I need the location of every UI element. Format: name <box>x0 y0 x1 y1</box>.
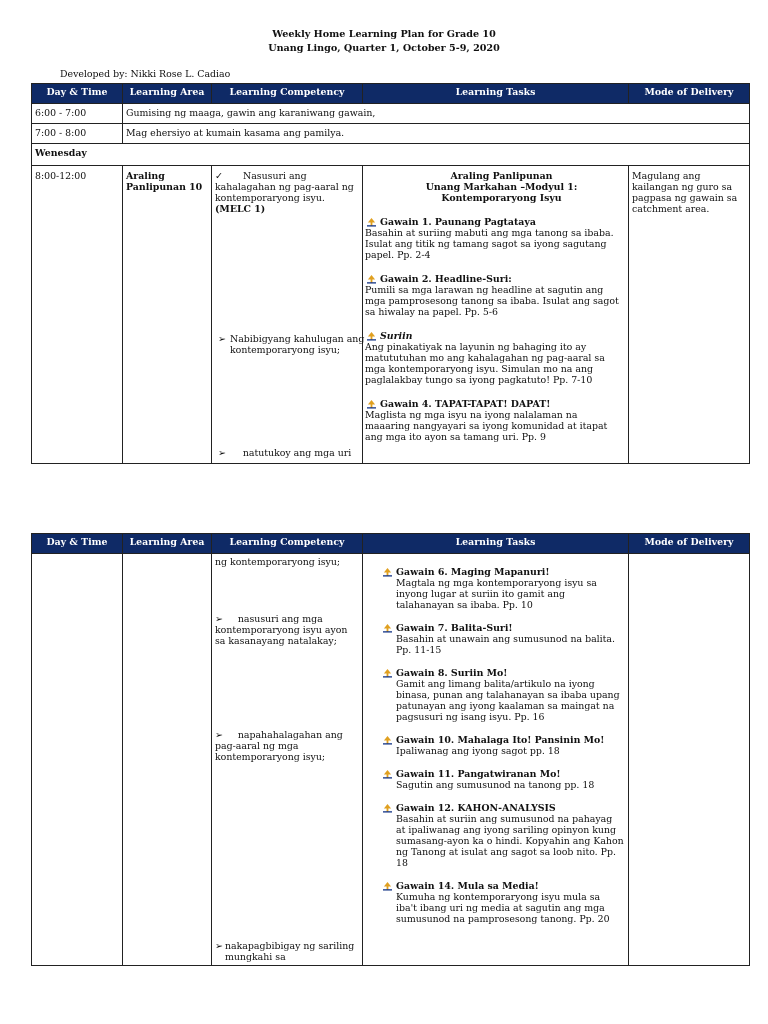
mode-of-delivery-cell <box>629 166 750 464</box>
task-title: Gawain 12. KAHON-ANALYSIS <box>396 803 556 814</box>
task-title: Gawain 10. Mahalaga Ito! Pansinin Mo! <box>396 735 605 746</box>
arrow-bullet-icon <box>367 218 376 227</box>
competency-text: Nasusuri ang kahalagahan ng pag-aaral ng kontemporaryong isyu. <box>215 171 354 204</box>
arrow-bullet-icon <box>367 275 376 284</box>
task-body: Ipaliwanag ang iyong sagot pp. 18 <box>396 746 560 757</box>
task-item <box>381 567 624 611</box>
task-title: Gawain 2. Headline-Suri: <box>380 274 512 285</box>
table-row <box>32 124 750 144</box>
arrow-icon: ➢ <box>215 730 223 741</box>
arrow-icon: ➢ <box>218 448 226 459</box>
competency-item <box>215 730 355 763</box>
mode-of-delivery-cell <box>629 554 750 966</box>
task-title: Gawain 14. Mula sa Media! <box>396 881 539 892</box>
task-item <box>381 881 624 925</box>
tasks-cell <box>363 166 629 464</box>
arrow-bullet-icon <box>367 332 376 341</box>
col-learning-competency: Learning Competency <box>212 534 363 554</box>
task-title: Gawain 1. Paunang Pagtataya <box>380 217 536 228</box>
task-body: Kumuha ng kontemporaryong isyu mula sa iba't ibang uri ng media at sagutin ang mga sumusunod na pamprosesong tanong. Pp. 20 <box>396 892 610 925</box>
task-title: Gawain 7. Balita-Suri! <box>396 623 513 634</box>
competency-item <box>218 448 358 459</box>
competency-text: nasusuri ang mga kontemporaryong isyu ayon sa kasanayang natalakay; <box>215 614 348 647</box>
arrow-bullet-icon <box>383 804 392 813</box>
tasks-heading: Kontemporaryong Isyu <box>441 193 562 204</box>
learning-area-value: Araling Panlipunan 10 <box>126 171 203 193</box>
col-learning-area: Learning Area <box>123 534 212 554</box>
table-row <box>32 104 750 124</box>
arrow-bullet-icon <box>383 669 392 678</box>
document-subtitle: Unang Lingo, Quarter 1, October 5-9, 2020 <box>268 43 500 54</box>
mode-of-delivery-text: Magulang ang kailangan ng guro sa pagpasa ng gawain sa catchment area. <box>632 171 738 215</box>
day-row <box>32 144 750 166</box>
task-item <box>381 735 624 757</box>
col-learning-tasks: Learning Tasks <box>363 534 629 554</box>
competency-item <box>215 614 355 647</box>
table-row <box>32 554 750 966</box>
arrow-icon: ➢ <box>215 941 223 952</box>
competency-cell <box>212 554 363 966</box>
arrow-bullet-icon <box>383 882 392 891</box>
competency-text: natutukoy ang mga uri <box>242 448 352 459</box>
task-body: Basahin at unawain ang sumusunod na balita. Pp. 11-15 <box>396 634 615 656</box>
tasks-heading: Araling Panlipunan <box>450 171 553 182</box>
learning-plan-table-page1 <box>31 83 750 464</box>
table-header-row <box>32 534 750 554</box>
task-item <box>365 274 624 318</box>
task-body: Ang pinakatiyak na layunin ng bahaging ito ay matututuhan mo ang kahalagahan ng pag-aaral sa mga kontemporaryong isyu. Simulan mo na ang paglalakbay tungo sa iyong pagkatuto! Pp. 7-10 <box>365 342 605 386</box>
time-value: 8:00-12:00 <box>35 171 87 182</box>
learning-plan-table-page2 <box>31 533 750 966</box>
task-item <box>381 623 624 656</box>
task-body: Sagutin ang sumusunod na tanong pp. 18 <box>396 780 595 791</box>
task-item <box>381 668 624 723</box>
document-title: Weekly Home Learning Plan for Grade 10 <box>272 29 496 40</box>
arrow-bullet-icon <box>367 400 376 409</box>
task-item <box>365 331 624 386</box>
competency-text: ng kontemporaryong isyu; <box>215 557 341 568</box>
competency-cell <box>212 166 363 464</box>
check-icon: ✓ <box>215 171 223 182</box>
task-item <box>381 803 624 869</box>
learning-area-cell <box>123 166 212 464</box>
time-cell: 7:00 - 8:00 <box>32 124 123 144</box>
task-body: Magtala ng mga kontemporaryong isyu sa inyong lugar at suriin ito gamit ang talahanayan sa ibaba. Pp. 10 <box>396 578 597 611</box>
task-body: Basahin at suriing mabuti ang mga tanong sa ibaba. Isulat ang titik ng tamang sagot sa iyong sagutang papel. Pp. 2-4 <box>365 228 614 261</box>
activity-cell: Mag ehersiyo at kumain kasama ang pamilya. <box>123 124 750 144</box>
task-title: Suriin <box>380 331 413 342</box>
time-cell <box>32 554 123 966</box>
developed-by: Developed by: Nikki Rose L. Cadiao <box>60 69 231 80</box>
melc-code: (MELC 1) <box>215 204 266 215</box>
activity-cell: Gumising ng maaga, gawin ang karaniwang gawain, <box>123 104 750 124</box>
learning-area-cell <box>123 554 212 966</box>
time-cell <box>32 166 123 464</box>
col-learning-tasks: Learning Tasks <box>363 84 629 104</box>
tasks-cell <box>363 554 629 966</box>
task-body: Maglista ng mga isyu na iyong nalalaman na maaaring nangyayari sa iyong komunidad at itapat ang mga ito ayon sa tamang uri. Pp. 9 <box>365 410 608 443</box>
task-body: Basahin at suriin ang sumusunod na pahayag at ipaliwanag ang iyong sariling opinyon kung sumasang-ayon ka o hindi. Kopyahin ang Kahon ng Tanong at isulat ang sagot sa loob nito. Pp. 18 <box>396 814 624 869</box>
task-item <box>365 399 624 443</box>
arrow-icon: ➢ <box>215 614 223 625</box>
competency-item <box>215 941 365 963</box>
competency-text: nakapagbibigay ng sariling mungkahi sa <box>225 941 355 963</box>
time-cell: 6:00 - 7:00 <box>32 104 123 124</box>
col-mode-of-delivery: Mode of Delivery <box>629 534 750 554</box>
col-day-time: Day & Time <box>32 534 123 554</box>
competency-item <box>215 171 359 204</box>
arrow-bullet-icon <box>383 624 392 633</box>
task-item <box>381 769 624 791</box>
table-row <box>32 166 750 464</box>
competency-text: Nabibigyang kahulugan ang kontemporaryong isyu; <box>230 334 365 356</box>
task-title: Gawain 4. TAPAT-TAPAT! DAPAT! <box>380 399 551 410</box>
col-mode-of-delivery: Mode of Delivery <box>629 84 750 104</box>
table-header-row <box>32 84 750 104</box>
task-title: Gawain 6. Maging Mapanuri! <box>396 567 550 578</box>
tasks-heading: Unang Markahan –Modyul 1: <box>425 182 578 193</box>
day-label: Wenesday <box>32 144 750 166</box>
task-title: Gawain 8. Suriin Mo! <box>396 668 508 679</box>
task-title: Gawain 11. Pangatwiranan Mo! <box>396 769 561 780</box>
arrow-bullet-icon <box>383 736 392 745</box>
arrow-bullet-icon <box>383 770 392 779</box>
col-learning-competency: Learning Competency <box>212 84 363 104</box>
competency-item <box>218 334 368 356</box>
competency-text: napahahalagahan ang pag-aaral ng mga kontemporaryong isyu; <box>215 730 343 763</box>
col-day-time: Day & Time <box>32 84 123 104</box>
task-body: Pumili sa mga larawan ng headline at sagutin ang mga pamprosesong tanong sa ibaba. Isulat ang sagot sa hiwalay na papel. Pp. 5-6 <box>365 285 619 318</box>
arrow-bullet-icon <box>383 568 392 577</box>
arrow-icon: ➢ <box>218 334 226 345</box>
task-item <box>365 217 624 261</box>
task-body: Gamit ang limang balita/artikulo na iyong binasa, punan ang talahanayan sa ibaba upang patunayan ang iyong kaalaman sa maingat na pagsusuri ng isang isyu. Pp. 16 <box>396 679 620 723</box>
col-learning-area: Learning Area <box>123 84 212 104</box>
